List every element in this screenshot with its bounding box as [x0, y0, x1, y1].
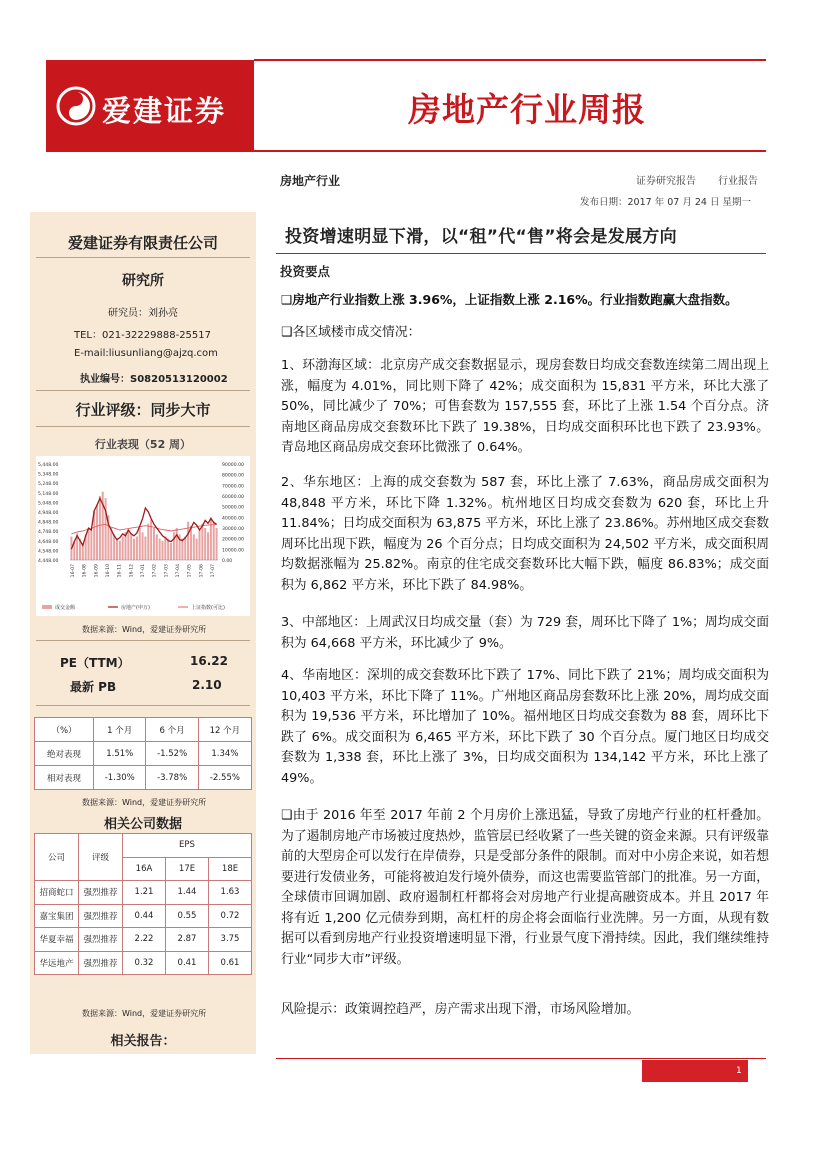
x-axis-tick-label: 17-05 [187, 564, 193, 578]
table-cell: 0.61 [209, 951, 252, 975]
paragraph-index-summary: ❑房地产行业指数上涨 3.96%，上证指数上涨 2.16%。行业指数跑赢大盘指数。 [281, 292, 738, 307]
volume-bar [207, 532, 209, 560]
volume-bar [139, 528, 141, 560]
table-cell: -1.52% [146, 742, 198, 766]
header-top-rule [254, 59, 766, 61]
volume-bar [96, 505, 98, 560]
table-row [35, 881, 252, 905]
chart-title: 行业表现（52 周） [94, 438, 192, 451]
volume-bar [105, 498, 107, 560]
volume-bar [119, 541, 121, 560]
table-header: 16A [123, 857, 166, 881]
right-axis-tick-label: 60000.00 [222, 495, 244, 500]
right-axis-tick-label: 40000.00 [222, 516, 244, 522]
left-axis-tick-label: 5,448.00 [38, 463, 59, 468]
volume-bar [153, 528, 155, 560]
right-axis-tick-label: 80000.00 [222, 473, 244, 479]
right-axis-tick-label: 50000.00 [222, 505, 244, 511]
table-cell: -3.78% [146, 766, 198, 790]
volume-bar [159, 539, 161, 560]
table-header-row [35, 834, 252, 858]
table-cell: -1.30% [94, 766, 146, 790]
divider [36, 390, 250, 391]
volume-bar [176, 528, 178, 560]
volume-bar [193, 534, 195, 560]
pe-label: PE（TTM） [60, 656, 130, 670]
table-header: 6 个月 [146, 718, 198, 742]
divider [36, 705, 250, 706]
x-axis-tick-label: 17-03 [164, 564, 170, 578]
divider [36, 640, 250, 641]
volume-bar [147, 524, 149, 560]
pb-label: 最新 PB [70, 680, 117, 694]
table-header: 公司 [35, 834, 79, 881]
legend-swatch-volume [42, 605, 52, 609]
table-cell: -2.55% [198, 766, 251, 790]
volume-bar [127, 530, 129, 560]
table-header: 评级 [79, 834, 123, 881]
analyst-email: E-mail:liusunliang@ajzq.com [74, 348, 218, 359]
report-type-label: 证券研究报告 [636, 176, 696, 187]
volume-bar [136, 537, 138, 560]
table-cell: 2.87 [166, 928, 209, 952]
volume-bar [199, 530, 201, 560]
legend-volume: 成交金额 [55, 605, 76, 611]
x-axis-tick-label: 17-04 [176, 564, 181, 578]
table-cell: 华夏幸福 [35, 928, 79, 952]
volume-bar [130, 534, 132, 560]
volume-bar [88, 528, 90, 560]
pe-value: 16.22 [190, 654, 228, 668]
table-cell: 绝对表现 [35, 742, 94, 766]
volume-bar [170, 543, 172, 560]
main-title: 投资增速明显下滑，以“租”代“售”将会是发展方向 [285, 227, 677, 247]
logo-mark-icon [56, 86, 96, 126]
table-header-row [35, 718, 252, 742]
volume-bar [156, 534, 158, 560]
x-axis-tick-label: 17-07 [211, 564, 216, 578]
legend-real-estate: 房地产(申万) [121, 605, 150, 611]
analyst-name: 研究员：刘孙亮 [108, 308, 178, 319]
x-axis-tick-label: 17-06 [199, 564, 205, 578]
table-source: 数据来源：Wind，爱建证券研究所 [82, 798, 207, 807]
chart-source: 数据来源：Wind，爱建证券研究所 [82, 625, 207, 634]
publish-date: 发布日期：2017 年 07 月 24 日 星期一 [580, 197, 751, 208]
left-axis-tick-label: 4,748.00 [38, 530, 59, 536]
volume-bar [113, 534, 115, 560]
left-axis-tick-label: 5,148.00 [38, 491, 59, 497]
volume-bar [99, 496, 101, 560]
volume-bar [167, 539, 169, 560]
page-number: 1 [736, 1066, 742, 1076]
table-header: （%） [35, 718, 94, 742]
table-header: 18E [209, 857, 252, 881]
table-cell: 0.44 [123, 904, 166, 928]
divider [36, 426, 250, 427]
x-axis-tick-label: 16-07 [71, 564, 76, 578]
volume-bar [122, 537, 124, 560]
company-table-source: 数据来源：Wind，爱建证券研究所 [82, 1009, 207, 1018]
volume-bar [210, 517, 212, 560]
key-points-heading: 投资要点 [280, 264, 331, 279]
table-cell: 3.75 [209, 928, 252, 952]
company-data-title: 相关公司数据 [103, 817, 182, 832]
volume-bar [173, 532, 175, 560]
left-axis-tick-label: 5,348.00 [38, 472, 59, 478]
report-title: 房地产行业周报 [408, 90, 646, 129]
volume-bar [181, 539, 183, 560]
table-cell: 1.51% [94, 742, 146, 766]
table-cell: 华远地产 [35, 951, 79, 975]
volume-bar [162, 541, 164, 560]
table-cell: 强烈推荐 [79, 951, 123, 975]
table-header: 17E [166, 857, 209, 881]
left-axis-tick-label: 4,448.00 [38, 559, 59, 564]
volume-bar [213, 522, 215, 560]
table-cell: 强烈推荐 [79, 928, 123, 952]
right-axis-tick-label: 70000.00 [222, 484, 244, 490]
table-cell: 1.34% [198, 742, 251, 766]
paragraph-risk: 风险提示：政策调控趋严，房产需求出现下滑，市场风险增加。 [281, 1002, 640, 1017]
paragraph-bohai: 1、环渤海区域：北京房产成交套数据显示，现房套数日均成交套数连续第二周出现上涨，幅度为 4.01%，同比则下降了 42%；成交面积为 15,831 平方米，环比大涨了 50%，同比减少了 70%；可售套数为 157,555 套，环比了上涨 1.54 个百分点。济南地区商品房成交套数环比下跌了 19.38%，日均成交面积环比也下跌了 23.93%。青岛地区商品房成交套环比微涨了 0.64%。 [281, 358, 769, 455]
volume-bar [184, 537, 186, 560]
x-axis-tick-label: 16-10 [106, 564, 111, 578]
table-cell: 0.32 [123, 951, 166, 975]
legend-shanghai: 上证指数(可比) [191, 605, 225, 611]
page-number-bar [642, 1060, 748, 1082]
table-row [35, 766, 252, 790]
pb-value: 2.10 [192, 678, 222, 692]
performance-table [34, 717, 252, 790]
volume-bar [196, 539, 198, 560]
paragraph-south-china: 4、华南地区：深圳的成交套数环比下跌了 17%、同比下跌了 21%；周均成交面积为 10,403 平方米，环比下降了 11%。广州地区商品房套数环比上涨 20%，周均成交面积为 19,536 平方米，环比增加了 10%。福州地区日均成交套数为 88 套，周环比下跌了 6%。成交面积为 6,465 平方米，环比下跌了 30 个百分点。厦门地区日均成交套数为 1,338 套，环比上涨了 3%，日均成交面积为 134,142 平方米，环比上涨了 49%。 [281, 668, 769, 786]
analyst-tel: TEL：021-32229888-25517 [74, 330, 212, 341]
paragraph-regions-heading: ❑各区域楼市成交情况： [281, 325, 421, 340]
logo-text: 爱建证券 [102, 94, 227, 128]
paragraph-analysis: ❑由于 2016 年至 2017 年前 2 个月房价上涨迅猛，导致了房地产行业的杠杆叠加。为了遏制房地产市场被过度热炒，监管层已经收紧了一些关键的资金来源。只有评级靠前的大型房企可以发行在岸债券，只是受部分条件的限制。而对中小房企来说，如若想要进行发债业务，可能将被迫发行境外债券，而这也需要监管部门的批准。另一方面，全球债市回调加剧、政府遏制杠杆都将会对房地产行业提高融资成本。并且 2017 年将有近 1,200 亿元债券到期，高杠杆的房企将会面临行业洗牌。另一方面，从现有数据可以看到房地产行业投资增速明显下滑，行业景气度下滑持续。因此，我们继续维持行业“同步大市”评级。 [281, 808, 769, 967]
left-axis-tick-label: 5,048.00 [38, 501, 59, 507]
volume-bar [142, 532, 144, 560]
company-name: 爱建证券有限责任公司 [67, 234, 218, 252]
volume-bar [164, 537, 166, 560]
paragraph-east-china: 2、华东地区：上海的成交套数为 587 套，环比上涨了 7.63%，商品房成交面积为 48,848 平方米，环比下降 1.32%。杭州地区日均成交套数为 620 套，环比上升 11.84%；日均成交面积为 63,875 平方米，环比上涨了 23.86%。苏州地区成交套数周环比出现下跌，幅度为 26 个百分点；日均成交面积为 24,502 平方米，成交面积周均数据涨幅为 25.82%。南京的住宅成交套数环比大幅下跌，幅度 86.83%；成交面积为 6,862 平方米，环比下跌了 84.98%。 [281, 475, 769, 593]
license-number: 执业编号：S0820513120002 [80, 374, 228, 385]
x-axis-tick-label: 16-09 [94, 564, 100, 578]
table-row [35, 928, 252, 952]
table-header: 12 个月 [198, 718, 251, 742]
table-header: EPS [123, 834, 252, 858]
right-axis-tick-label: 0.00 [222, 559, 233, 564]
right-axis-tick-label: 10000.00 [222, 548, 244, 554]
related-reports-title: 相关报告： [110, 1034, 176, 1049]
industry-label: 房地产行业 [280, 174, 341, 188]
company-eps-table [34, 833, 252, 975]
left-axis-tick-label: 4,548.00 [38, 549, 59, 555]
volume-bar [150, 519, 152, 560]
title-rule [276, 253, 766, 254]
table-cell: 招商蛇口 [35, 881, 79, 905]
table-cell: 强烈推荐 [79, 881, 123, 905]
paragraph-central: 3、中部地区：上周武汉日均成交量（套）为 729 套，周环比下降了 1%；周均成交面积为 64,668 平方米，环比减少了 9%。 [281, 615, 769, 651]
volume-bar [187, 522, 189, 560]
volume-bar [204, 528, 206, 560]
sidebar [30, 212, 256, 1054]
header-bottom-rule [254, 150, 766, 152]
table-cell: 1.63 [209, 881, 252, 905]
volume-bar [90, 530, 92, 560]
volume-bar [144, 537, 146, 560]
volume-bar [133, 539, 135, 560]
right-axis-tick-label: 20000.00 [222, 537, 244, 543]
table-cell: 0.55 [166, 904, 209, 928]
x-axis-tick-label: 17-02 [152, 564, 158, 578]
left-axis-tick-label: 4,848.00 [38, 520, 59, 526]
left-axis-tick-label: 5,248.00 [38, 482, 59, 488]
volume-bar [116, 539, 118, 560]
table-cell: 1.44 [166, 881, 209, 905]
x-axis-tick-label: 17-01 [141, 564, 146, 578]
institute-name: 研究所 [122, 273, 164, 289]
table-cell: 相对表现 [35, 766, 94, 790]
left-axis-tick-label: 4,948.00 [38, 511, 59, 516]
table-row [35, 742, 252, 766]
table-header: 1 个月 [94, 718, 146, 742]
volume-bar [216, 528, 218, 560]
x-axis-tick-label: 16-08 [82, 564, 88, 578]
report-category-label: 行业报告 [718, 176, 758, 187]
table-cell: 0.72 [209, 904, 252, 928]
table-cell: 0.41 [166, 951, 209, 975]
performance-chart [36, 456, 250, 616]
volume-bar [201, 524, 203, 560]
industry-rating: 行业评级：同步大市 [75, 401, 211, 419]
table-cell: 2.22 [123, 928, 166, 952]
table-cell: 嘉宝集团 [35, 904, 79, 928]
left-axis-tick-label: 4,648.00 [38, 539, 59, 545]
company-logo [46, 60, 254, 152]
x-axis-tick-label: 16-11 [117, 564, 123, 578]
right-axis-tick-label: 90000.00 [222, 463, 244, 468]
table-cell: 1.21 [123, 881, 166, 905]
right-axis-tick-label: 30000.00 [222, 527, 244, 532]
table-cell: 强烈推荐 [79, 904, 123, 928]
x-axis-tick-label: 16-12 [129, 564, 135, 578]
table-row [35, 904, 252, 928]
divider [36, 257, 250, 258]
footer-rule [276, 1058, 766, 1059]
table-row [35, 951, 252, 975]
